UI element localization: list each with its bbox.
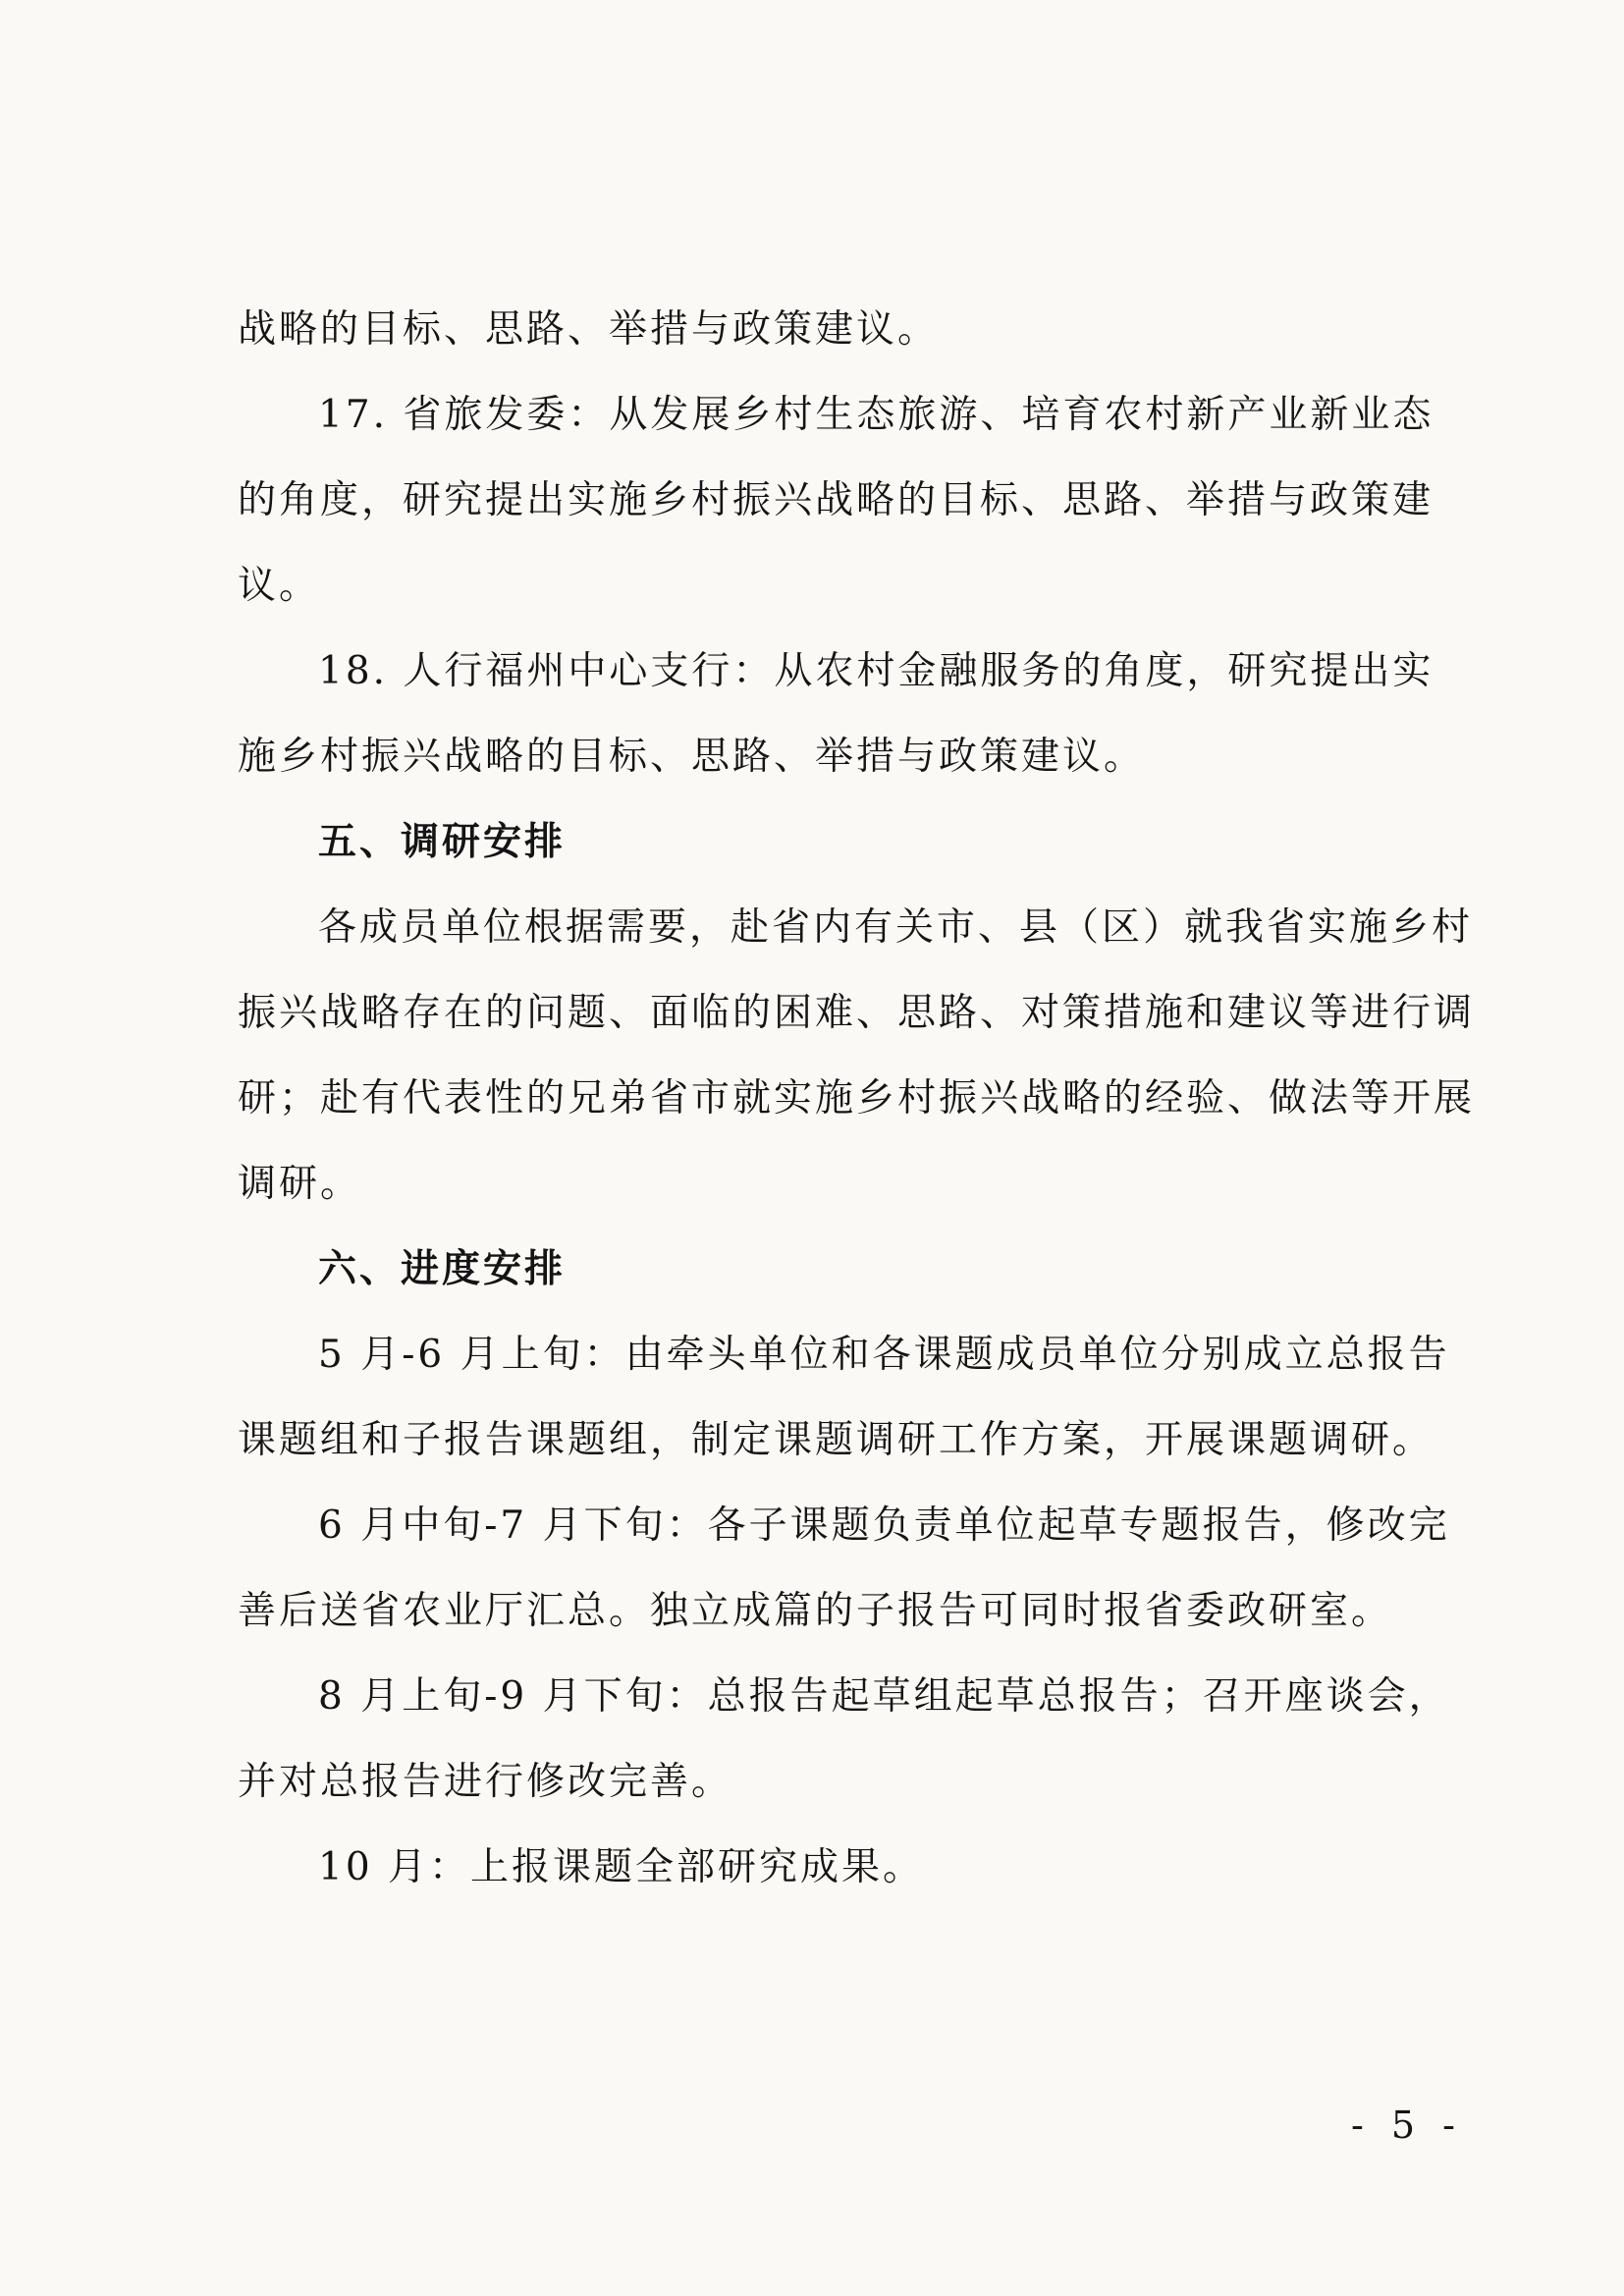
document-body (238, 287, 1475, 1910)
paragraph-item-18: 18. 人行福州中心支行：从农村金融服务的角度，研究提出实施乡村振兴战略的目标、思路、举措与政策建议。 (238, 649, 1435, 779)
paragraph-schedule-1: 5 月-6 月上旬：由牵头单位和各课题成员单位分别成立总报告课题组和子报告课题组，制定课题调研工作方案，开展课题调研。 (238, 1333, 1450, 1462)
paragraph-schedule-4: 10 月：上报课题全部研究成果。 (318, 1845, 925, 1889)
paragraph-item-17: 17. 省旅发委：从发展乡村生态旅游、培育农村新产业新业态的角度，研究提出实施乡村振兴战略的目标、思路、举措与政策建议。 (238, 393, 1435, 608)
section-heading-research: 五、调研安排 (318, 820, 567, 864)
paragraph-continuation: 战略的目标、思路、举措与政策建议。 (238, 307, 940, 352)
page-number: - 5 - (1351, 2104, 1464, 2147)
paragraph-research: 各成员单位根据需要，赴省内有关市、县（区）就我省实施乡村振兴战略存在的问题、面临的困难、思路、对策措施和建议等进行调研；赴有代表性的兄弟省市就实施乡村振兴战略的经验、做法等开展调研。 (238, 905, 1476, 1206)
paragraph-schedule-3: 8 月上旬-9 月下旬：总报告起草组起草总报告；召开座谈会，并对总报告进行修改完善。 (238, 1674, 1450, 1804)
paragraph-schedule-2: 6 月中旬-7 月下旬：各子课题负责单位起草专题报告，修改完善后送省农业厅汇总。独立成篇的子报告可同时报省委政研室。 (238, 1503, 1450, 1633)
section-heading-schedule: 六、进度安排 (318, 1247, 567, 1291)
